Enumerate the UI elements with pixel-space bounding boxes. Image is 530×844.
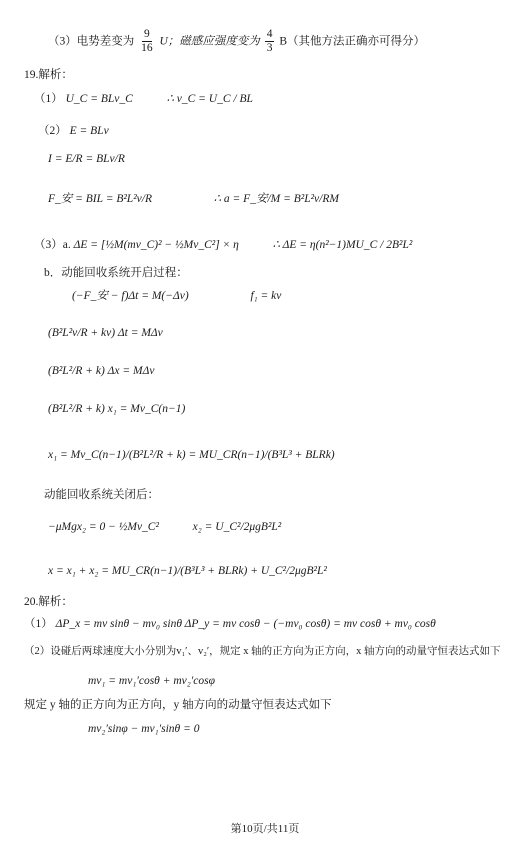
q19-p2-eq3: F_安 = BIL = B²L²v/R	[48, 193, 152, 205]
q20-p1-line	[24, 617, 436, 631]
page-footer: 第10页/共11页	[230, 823, 300, 835]
q19-p3-line	[34, 238, 412, 252]
q19-p1-label: （1）	[34, 93, 63, 105]
q20-p2-eq1: mv₁ = mv₁′cosθ + mv₂′cosφ	[88, 675, 215, 687]
q19-close-line1	[48, 520, 281, 534]
q19-p3-eq: ΔE = [½M(mv_C)² − ½Mv_C²] × η	[73, 239, 239, 251]
q19-heading: 19.解析：	[24, 69, 73, 81]
q19-p2-line3	[48, 192, 339, 206]
q19-b-text: b．动能回收系统开启过程：	[44, 267, 188, 279]
q19-b-eq2: (B²L²v/R + kv) Δt = MΔv	[48, 327, 163, 339]
q19-b-line1	[72, 289, 281, 303]
q19-b-eq1b: f₁ = kv	[250, 290, 282, 302]
frac-den: 16	[141, 42, 153, 55]
q18-part3-line	[48, 28, 425, 55]
q19-p2-line1	[38, 124, 109, 138]
q19-b-eq4: (B²L²/R + k) x₁ = Mv_C(n−1)	[48, 403, 186, 415]
q19-close-eq1b: x₂ = U_C²/2μgB²L²	[192, 521, 282, 533]
q19-p2-label: （2）	[38, 125, 67, 137]
q20-heading: 20.解析：	[24, 596, 73, 608]
q18-part3-prefix: （3）电势差变为	[48, 35, 135, 48]
q19-p2-eq4: ∴ a = F_安/M = B²L²v/RM	[213, 193, 339, 205]
frac-num: 4	[265, 28, 275, 42]
q19-p1-line	[34, 92, 253, 106]
q18-part3-suffix: B（其他方法正确亦可得分）	[279, 35, 425, 48]
q19-close-eq2: x = x₁ + x₂ = MU_CR(n−1)/(B³L³ + BLRk) + U_C²/2μgB²L²	[48, 565, 327, 577]
q20-p2-eq2: mv₂′sinφ − mv₁′sinθ = 0	[88, 723, 200, 735]
q19-b-eq3: (B²L²/R + k) Δx = MΔv	[48, 365, 155, 377]
q19-p2-eq2: I = E/R = BLv/R	[48, 153, 125, 165]
q20-p1-label: （1）	[24, 618, 53, 630]
q19-b-eq1: (−F_安 − f)Δt = M(−Δv)	[72, 290, 189, 302]
q20-p2-text2: 规定 y 轴的正方向为正方向，y 轴方向的动量守恒表达式如下	[24, 699, 332, 711]
q19-p1-eq: U_C = BLv_C	[65, 93, 133, 105]
q19-b-eq5: x₁ = Mv_C(n−1)/(B²L²/R + k) = MU_CR(n−1)/(B³L³ + BLRk)	[48, 449, 335, 461]
q19-close-text: 动能回收系统关闭后：	[44, 489, 159, 501]
q19-close-eq1: −μMgx₂ = 0 − ½Mv_C²	[48, 521, 159, 533]
fraction-9-16	[139, 28, 155, 55]
fraction-4-3	[265, 28, 275, 55]
q20-p2-text: （2）设碰后两球速度大小分别为v₁′、v₂′，规定 x 轴的正方向为正方向，x 轴方向的动量守恒表达式如下	[24, 646, 501, 657]
frac-num: 9	[142, 28, 152, 42]
q19-p2-eq1: E = BLv	[69, 125, 109, 137]
q20-p1-eq: ΔP_x = mv sinθ − mv₀ sinθ ΔP_y = mv cosθ − (−mv₀ cosθ) = mv cosθ + mv₀ cosθ	[55, 618, 436, 630]
frac-den: 3	[266, 42, 273, 55]
q19-p3-label: （3）a.	[34, 239, 71, 251]
q19-p3-result: ∴ ΔE = η(n²−1)MU_C / 2B²L²	[272, 239, 413, 251]
q19-p1-therefore: ∴ v_C = U_C / BL	[166, 93, 253, 105]
q18-part3-mid: U；磁感应强度变为	[159, 35, 260, 48]
